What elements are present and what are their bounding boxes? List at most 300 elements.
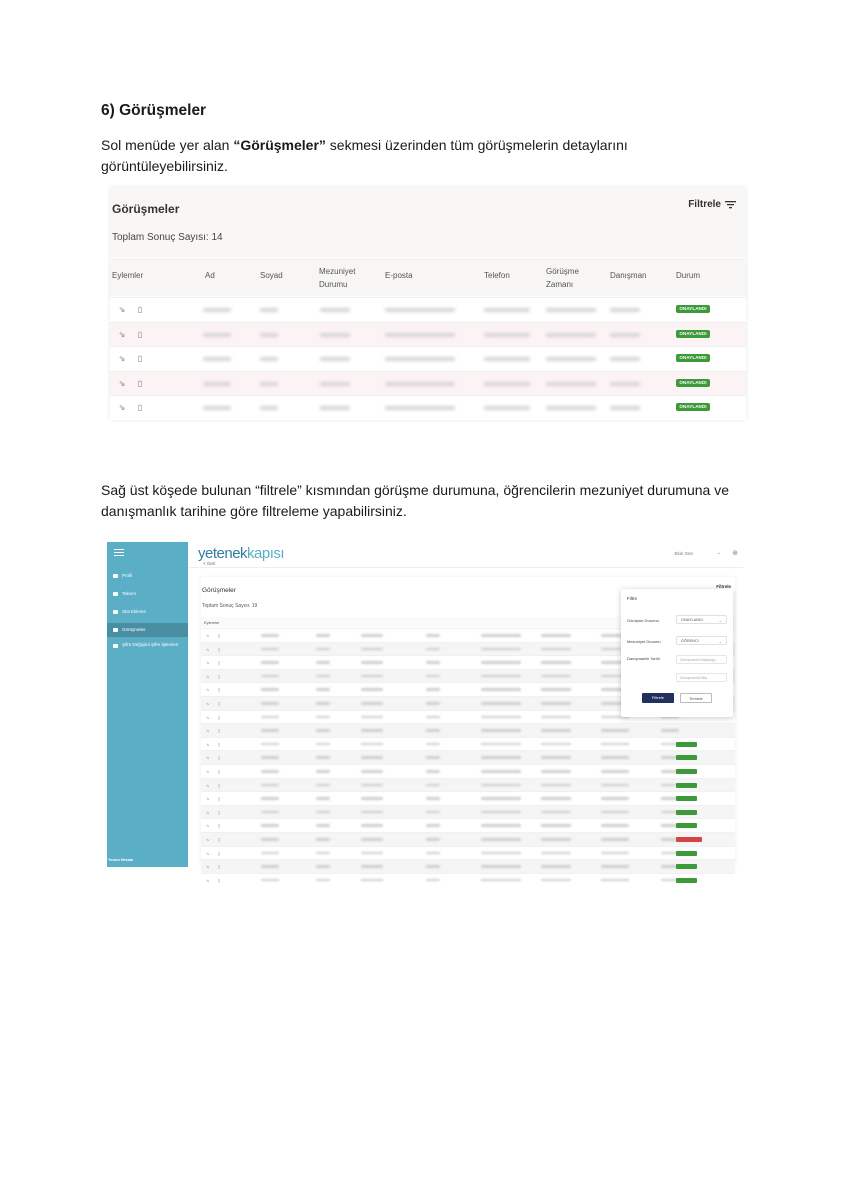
date-start-input[interactable]: Danışmanlık Başlangıç [676, 655, 727, 664]
blurred-cell [481, 729, 521, 732]
blurred-cell [426, 797, 440, 800]
document-icon[interactable]: ▯ [218, 755, 221, 761]
status-badge [676, 864, 697, 869]
blurred-cell [261, 879, 279, 882]
blurred-cell [426, 729, 440, 732]
blurred-cell [426, 852, 440, 855]
document-icon[interactable]: ▯ [218, 769, 221, 774]
sidebar-item-slot[interactable] [107, 605, 188, 619]
blurred-cell [541, 716, 571, 719]
blurred-cell [426, 634, 440, 637]
document-icon[interactable]: ▯ [137, 378, 143, 388]
edit-icon[interactable]: ⇘ [206, 755, 210, 761]
blurred-cell [610, 333, 640, 337]
blurred-cell [316, 743, 330, 746]
blurred-cell [385, 382, 455, 386]
sidebar-item-label: Slot Ekleme [122, 609, 147, 614]
blurred-cell [261, 729, 279, 732]
calendar-icon [113, 592, 118, 596]
blurred-cell [601, 770, 629, 773]
status-badge [676, 742, 697, 747]
blurred-cell [203, 308, 231, 312]
blurred-cell [481, 688, 521, 691]
paragraph-filter: Sağ üst köşede bulunan “filtrele” kısmından görüşme durumuna, öğrencilerin mezuniyet durumuna ve danışmanlık tarihine göre filtreleme yapabilirsiniz. [101, 482, 730, 519]
blurred-cell [546, 308, 596, 312]
table-row [201, 778, 735, 793]
col-name: Ad [205, 271, 215, 280]
document-icon[interactable]: ▯ [218, 660, 221, 666]
blurred-cell [361, 729, 383, 732]
blurred-cell [601, 756, 629, 759]
blurred-cell [361, 688, 383, 691]
blurred-cell [426, 770, 440, 773]
blurred-cell [481, 634, 521, 637]
table-row [201, 832, 735, 847]
blurred-cell [361, 811, 383, 814]
table-row [201, 750, 735, 765]
status-badge [676, 755, 697, 760]
total-count: Toplam Sonuç Sayısı: 14 [112, 232, 223, 243]
blurred-cell [261, 675, 279, 678]
blurred-cell [203, 333, 231, 337]
blurred-cell [261, 702, 279, 705]
blurred-cell [541, 634, 571, 637]
status-label: Görüşme Durumu [627, 618, 659, 623]
sidebar-item-label: Takvim [122, 591, 137, 596]
blurred-cell [261, 797, 279, 800]
document-icon[interactable]: ▯ [137, 305, 143, 314]
table-row [110, 395, 746, 420]
edit-icon[interactable]: ⇘ [206, 769, 210, 774]
blurred-cell [316, 797, 330, 800]
blurred-cell [361, 743, 383, 746]
edit-icon[interactable]: ⇘ [206, 701, 210, 706]
blurred-cell [320, 382, 350, 386]
blurred-cell [316, 784, 330, 787]
blurred-cell [484, 406, 530, 410]
edit-icon[interactable]: ⇘ [118, 403, 126, 412]
sidebar-item-calendar[interactable] [107, 587, 188, 601]
blurred-cell [481, 852, 521, 855]
blurred-cell [426, 702, 440, 705]
blurred-cell [610, 357, 640, 361]
blurred-cell [481, 661, 521, 664]
sidebar-item-label: Görüşmeler [122, 627, 146, 632]
blurred-cell [361, 838, 383, 841]
blurred-cell [541, 784, 571, 787]
blurred-cell [316, 824, 330, 827]
logo-main: yetenek [198, 545, 248, 562]
table-row [201, 791, 735, 806]
blurred-cell [481, 716, 521, 719]
blurred-cell [426, 879, 440, 882]
blurred-cell [484, 308, 530, 312]
document-icon[interactable]: ▯ [218, 687, 221, 693]
blurred-cell [316, 648, 330, 651]
blurred-cell [316, 661, 330, 664]
table-row [201, 737, 735, 752]
sidebar-item-label: Profil [122, 573, 133, 578]
edit-icon[interactable]: ⇘ [206, 864, 210, 870]
logo [198, 545, 284, 562]
date-separator: – [678, 670, 681, 675]
interviews-table-screenshot [110, 187, 746, 420]
blurred-cell [316, 675, 330, 678]
blurred-cell [361, 852, 383, 855]
blurred-cell [316, 702, 330, 705]
blurred-cell [541, 756, 571, 759]
blurred-cell [260, 333, 278, 337]
blurred-cell [541, 702, 571, 705]
status-badge: ONAYLANDI [676, 379, 710, 387]
document-icon[interactable]: ▯ [218, 714, 221, 720]
blurred-cell [261, 688, 279, 691]
blurred-cell [610, 308, 640, 312]
edit-icon[interactable]: ⇘ [118, 305, 126, 314]
edit-icon[interactable]: ⇘ [118, 354, 126, 363]
document-icon[interactable]: ▯ [218, 796, 221, 802]
blurred-cell [426, 811, 440, 814]
edit-icon[interactable]: ⇘ [206, 782, 210, 788]
document-icon[interactable]: ▯ [218, 850, 221, 856]
status-badge [676, 823, 697, 828]
blurred-cell [426, 838, 440, 841]
blurred-cell [541, 648, 571, 651]
blurred-cell [320, 357, 350, 361]
status-badge [676, 837, 702, 842]
blurred-cell [601, 865, 629, 868]
status-badge [676, 769, 697, 774]
blurred-cell [541, 675, 571, 678]
page-title: Görüşmeler [202, 587, 236, 594]
col-actions: Eylemler [112, 271, 144, 280]
graduation-label: Mezuniyet Durumu [627, 639, 661, 644]
col-advisor: Danışman [610, 271, 647, 280]
blurred-cell [546, 382, 596, 386]
blurred-cell [316, 811, 330, 814]
blurred-cell [316, 756, 330, 759]
blurred-cell [361, 865, 383, 868]
edit-icon[interactable]: ⇘ [206, 660, 210, 666]
logo-accent: kapısı [247, 545, 285, 562]
status-select[interactable] [676, 615, 727, 624]
blurred-cell [261, 784, 279, 787]
table-row [201, 859, 735, 874]
blurred-cell [320, 406, 350, 410]
globe-icon[interactable]: ⊕ [732, 550, 738, 557]
edit-icon[interactable]: ⇘ [206, 809, 210, 815]
table-row [201, 846, 735, 861]
paragraph-intro [101, 135, 741, 177]
date-label: Danışmanlık Tarihi [627, 656, 660, 661]
col-actions: Eylemler [204, 620, 220, 625]
blurred-cell [481, 743, 521, 746]
blurred-cell [361, 824, 383, 827]
blurred-cell [316, 729, 330, 732]
blurred-cell [260, 357, 278, 361]
blurred-cell [426, 716, 440, 719]
blurred-cell [385, 357, 455, 361]
blurred-cell [261, 756, 279, 759]
blurred-cell [541, 879, 571, 882]
blurred-cell [601, 824, 629, 827]
status-badge [676, 810, 697, 815]
graduation-select[interactable] [676, 636, 727, 645]
blurred-cell [361, 648, 383, 651]
blurred-cell [481, 702, 521, 705]
status-badge [676, 851, 697, 856]
document-icon[interactable]: ▯ [218, 782, 221, 788]
filter-icon [725, 200, 736, 209]
blurred-cell [484, 382, 530, 386]
chevron-down-icon[interactable]: ⌄ [716, 550, 721, 556]
status-badge [676, 783, 697, 788]
status-badge [676, 878, 697, 883]
edit-icon[interactable]: ⇘ [118, 378, 126, 388]
document-icon[interactable]: ▯ [218, 741, 221, 747]
blurred-cell [541, 824, 571, 827]
table-row [201, 818, 735, 833]
blurred-cell [316, 770, 330, 773]
status-badge: ONAYLANDI [676, 354, 710, 362]
edit-icon[interactable]: ⇘ [206, 796, 210, 802]
document-icon[interactable]: ▯ [137, 403, 143, 412]
col-graduation: Mezuniyet Durumu [319, 267, 356, 289]
paragraph-intro-end: sekmesi üzerinden tüm görüşmelerin detaylarını görüntüleyebilirsiniz. [101, 137, 628, 174]
edit-icon[interactable]: ⇘ [206, 877, 210, 883]
blurred-cell [541, 865, 571, 868]
blurred-cell [261, 865, 279, 868]
blurred-cell [316, 879, 330, 882]
table-row [110, 371, 746, 396]
filter-popup [621, 589, 733, 717]
table-header-area [110, 187, 746, 257]
edit-icon[interactable]: ⇘ [206, 633, 210, 638]
blurred-cell [541, 661, 571, 664]
calendar-plus-icon [113, 610, 118, 614]
blurred-cell [541, 743, 571, 746]
blurred-cell [546, 357, 596, 361]
sidebar-item-label: Şifre Değişimi Şifre İşlemleri [122, 642, 179, 647]
blurred-cell [601, 879, 629, 882]
blurred-cell [541, 811, 571, 814]
sidebar-item-interviews[interactable] [107, 623, 188, 637]
blurred-cell [261, 634, 279, 637]
blurred-cell [546, 406, 596, 410]
status-value: ONAYLANDI [681, 618, 703, 622]
apply-filter-button[interactable]: Filtrele [642, 693, 674, 703]
graduation-cap-icon [113, 628, 118, 632]
blurred-cell [261, 770, 279, 773]
edit-icon[interactable]: ⇘ [206, 687, 210, 693]
blurred-cell [361, 797, 383, 800]
document-icon[interactable]: ▯ [137, 354, 143, 363]
page-title: Görüşmeler [112, 202, 180, 216]
blurred-cell [426, 824, 440, 827]
reset-filter-button[interactable]: Temizle [680, 693, 712, 703]
filter-button[interactable]: Filtrele [716, 584, 731, 589]
blurred-cell [426, 661, 440, 664]
blurred-cell [426, 648, 440, 651]
blurred-cell [361, 675, 383, 678]
sidebar-item-password[interactable] [107, 641, 188, 656]
blurred-cell [361, 879, 383, 882]
blurred-cell [260, 308, 278, 312]
blurred-cell [316, 865, 330, 868]
blurred-cell [481, 648, 521, 651]
document-icon[interactable]: ▯ [218, 809, 221, 815]
sidebar-item-profile[interactable] [107, 569, 188, 583]
edit-icon[interactable]: ⇘ [206, 823, 210, 829]
edit-icon[interactable]: ⇘ [206, 741, 210, 747]
blurred-cell [426, 675, 440, 678]
table-head [110, 258, 746, 296]
blurred-cell [601, 784, 629, 787]
key-icon [113, 644, 118, 648]
blurred-cell [601, 797, 629, 800]
blurred-cell [481, 784, 521, 787]
blurred-cell [481, 811, 521, 814]
table-row [201, 723, 735, 738]
blurred-cell [601, 852, 629, 855]
blurred-cell [481, 824, 521, 827]
edit-icon[interactable]: ⇘ [206, 714, 210, 720]
blurred-cell [610, 406, 640, 410]
blurred-cell [260, 406, 278, 410]
table-row [201, 805, 735, 820]
blurred-cell [261, 852, 279, 855]
col-status: Durum [676, 271, 701, 280]
edit-icon[interactable]: ⇘ [206, 673, 210, 679]
date-end-input[interactable]: Danışmanlık Bitiş [676, 673, 727, 682]
document-icon[interactable]: ▯ [218, 701, 221, 706]
blurred-cell [426, 688, 440, 691]
blurred-cell [261, 838, 279, 841]
blurred-cell [426, 743, 440, 746]
blurred-cell [601, 729, 629, 732]
edit-icon[interactable]: ⇘ [206, 728, 210, 734]
blurred-cell [546, 333, 596, 337]
blurred-cell [426, 784, 440, 787]
blurred-cell [481, 756, 521, 759]
edit-icon[interactable]: ⇘ [206, 850, 210, 856]
blurred-cell [361, 756, 383, 759]
document-icon[interactable]: ▯ [218, 728, 221, 734]
status-badge: ONAYLANDI [676, 305, 710, 313]
edit-icon[interactable]: ⇘ [118, 329, 126, 339]
document-icon[interactable]: ▯ [218, 646, 221, 652]
back-link[interactable]: < Geri [203, 561, 216, 566]
section-heading: 6) Görüşmeler [101, 102, 207, 119]
blurred-cell [541, 688, 571, 691]
document-icon[interactable]: ▯ [137, 329, 143, 339]
col-meeting-time: Görüşme Zamanı [546, 267, 579, 289]
blurred-cell [261, 743, 279, 746]
blurred-cell [541, 797, 571, 800]
blurred-cell [316, 716, 330, 719]
blurred-cell [320, 333, 350, 337]
total-count: Toplam Sonuç Sayısı: 19 [202, 603, 258, 609]
paragraph-intro-bold: “Görüşmeler” [233, 137, 326, 153]
version-label: Yorum Hesabı [108, 858, 134, 862]
blurred-cell [261, 648, 279, 651]
col-surname: Soyad [260, 271, 283, 280]
filter-screenshot [107, 542, 743, 883]
table-row [201, 873, 735, 888]
status-badge: ONAYLANDI [676, 330, 710, 338]
blurred-cell [361, 784, 383, 787]
document-icon[interactable]: ▯ [218, 823, 221, 829]
blurred-cell [361, 634, 383, 637]
blurred-cell [316, 688, 330, 691]
blurred-cell [361, 716, 383, 719]
blurred-cell [484, 333, 530, 337]
blurred-cell [361, 770, 383, 773]
document-icon[interactable]: ▯ [218, 837, 221, 842]
blurred-cell [385, 333, 455, 337]
chevron-down-icon: ⌄ [718, 639, 722, 644]
blurred-cell [541, 729, 571, 732]
table-row [110, 297, 746, 322]
blurred-cell [601, 743, 629, 746]
popup-title: Filtre [627, 596, 637, 601]
user-menu[interactable]: Ekin Gün [674, 551, 693, 556]
col-email: E-posta [385, 271, 413, 280]
filter-label: Filtrele [688, 199, 721, 210]
blurred-cell [203, 357, 231, 361]
blurred-cell [541, 838, 571, 841]
blurred-cell [481, 770, 521, 773]
blurred-cell [316, 634, 330, 637]
paragraph-intro-start: Sol menüde yer alan [101, 137, 234, 153]
document-icon[interactable]: ▯ [218, 877, 221, 883]
blurred-cell [426, 865, 440, 868]
hamburger-icon[interactable] [114, 549, 124, 556]
blurred-cell [541, 770, 571, 773]
document-icon[interactable]: ▯ [218, 633, 221, 638]
blurred-cell [203, 406, 231, 410]
edit-icon[interactable]: ⇘ [206, 837, 210, 842]
sidebar [107, 542, 188, 867]
blurred-cell [661, 729, 679, 732]
document-icon[interactable]: ▯ [218, 673, 221, 679]
blurred-cell [601, 838, 629, 841]
document-icon[interactable]: ▯ [218, 864, 221, 870]
blurred-cell [320, 308, 350, 312]
filter-button[interactable] [688, 199, 736, 210]
blurred-cell [361, 661, 383, 664]
graduation-value: ÖĞRENCİ [681, 639, 699, 643]
chevron-down-icon: ⌄ [718, 618, 722, 623]
blurred-cell [610, 382, 640, 386]
blurred-cell [361, 702, 383, 705]
table-row [201, 764, 735, 779]
blurred-cell [261, 716, 279, 719]
blurred-cell [481, 675, 521, 678]
blurred-cell [481, 865, 521, 868]
edit-icon[interactable]: ⇘ [206, 646, 210, 652]
blurred-cell [484, 357, 530, 361]
status-badge [676, 796, 697, 801]
table-row [110, 322, 746, 347]
blurred-cell [203, 382, 231, 386]
table-row [110, 346, 746, 371]
blurred-cell [601, 811, 629, 814]
blurred-cell [261, 661, 279, 664]
blurred-cell [481, 879, 521, 882]
blurred-cell [385, 308, 455, 312]
blurred-cell [316, 852, 330, 855]
